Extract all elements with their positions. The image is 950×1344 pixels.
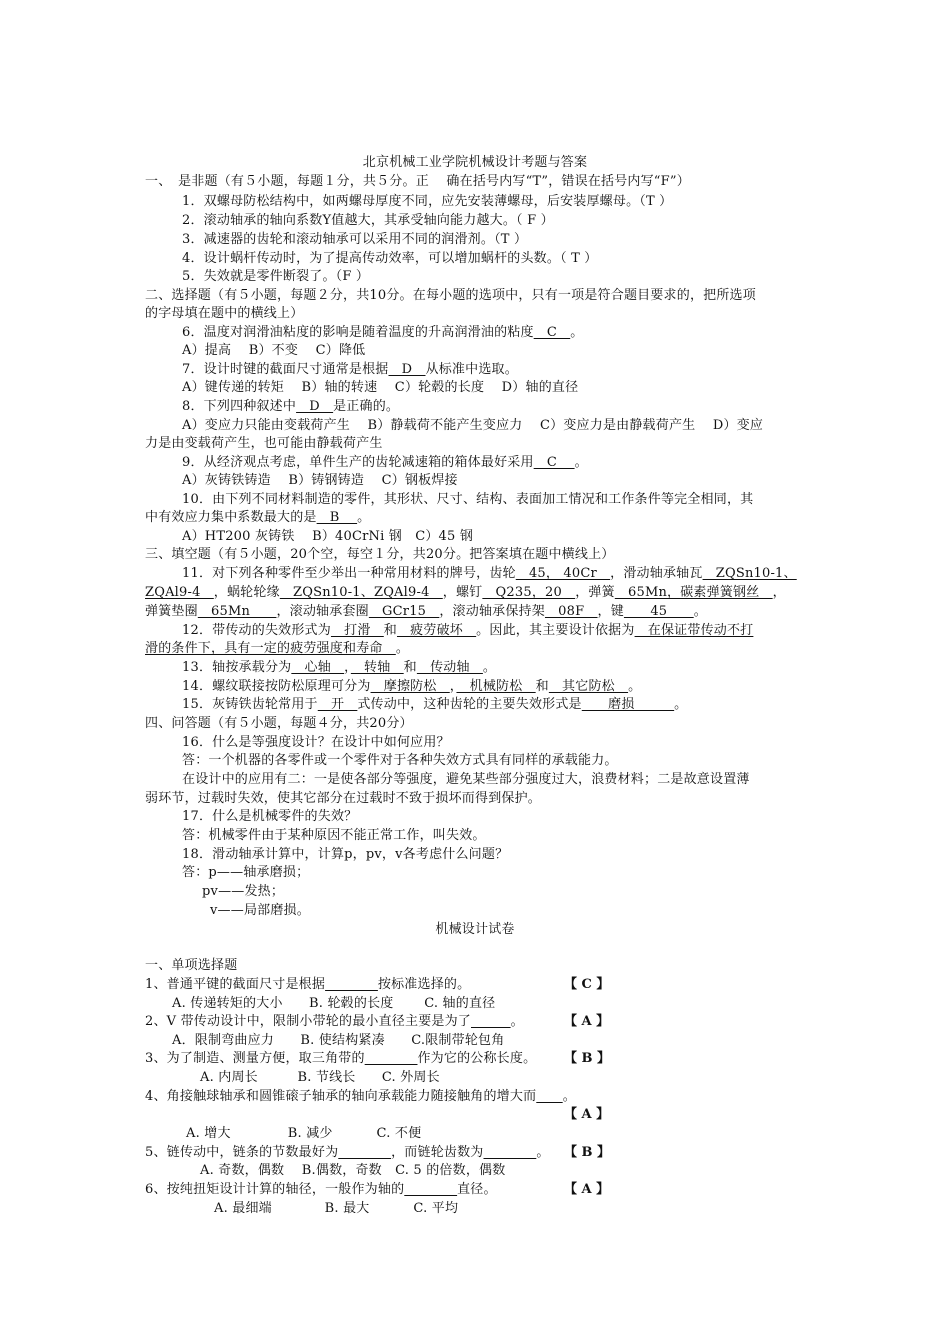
question-11-line2 — [145, 584, 786, 602]
text-run: 12．带传动的失效形式为 — [182, 623, 331, 638]
mc-question-5-options: A. 奇数，偶数 B.偶数，奇数 C. 5 的倍数，偶数 — [200, 1163, 506, 1178]
answer-blank — [471, 1014, 511, 1029]
answer-text: Q235，20 — [482, 585, 576, 600]
answer-text: ZQSn10-1、ZQAl9-4 — [279, 585, 443, 600]
text-run: ，蜗轮轮缘 — [213, 585, 280, 600]
text-run: 8．下列四种叙述中 — [182, 399, 297, 414]
answer-text: 疲劳破坏 — [396, 623, 477, 638]
answer-blank — [338, 1145, 391, 1160]
text-run: 15．灰铸铁齿轮常用于 — [182, 697, 318, 712]
answer-blank: D — [296, 399, 334, 414]
text-run: 。因此，其主要设计依据为 — [476, 623, 635, 638]
section-true-false: 一、 是非题（有５小题，每题１分，共５分。正 确在括号内写“T”，错误在括号内写“F”） — [145, 174, 690, 189]
mc-question-1 — [145, 976, 470, 994]
text-run: 和 — [403, 660, 417, 675]
text-run: 2、V 带传动设计中，限制小带轮的最小直径主要是为了 — [145, 1014, 471, 1029]
question-8-options-line2: 力是由变载荷产生，也可能由静载荷产生 — [145, 436, 383, 451]
answer-text: ZQAl9-4 — [145, 585, 214, 600]
answer-18-line1: 答：p——轴承磨损； — [182, 865, 310, 880]
text-run: 14．螺纹联接按防松原理可分为 — [182, 679, 371, 694]
section-choice-line1: 二、选择题（有５小题，每题２分，共10分。在每小题的选项中，只有一项是符合题目要求的，把所选项 — [145, 288, 756, 303]
text-run: 3、为了制造、测量方便，取三角带的 — [145, 1051, 365, 1066]
answer-text: ZQSn10-1、 — [702, 566, 797, 581]
section-fill: 三、填空题（有５小题，20个空，每空１分，共20分。把答案填在题中横线上） — [145, 547, 615, 562]
answer-mark-3: 【 B 】 — [564, 1051, 611, 1066]
question-16: 16．什么是等强度设计？在设计中如何应用？ — [182, 735, 450, 750]
mc-question-5 — [145, 1144, 550, 1162]
text-run: 13．轴按承载分为 — [182, 660, 292, 675]
question-10-line1: 10．由下列不同材料制造的零件，其形状、尺寸、结构、表面加工情况和工作条件等完全相同，其 — [182, 492, 754, 507]
text-run: 。 — [570, 325, 584, 340]
answer-mark-2: 【 A 】 — [564, 1014, 610, 1029]
text-run: 11．对下列各种零件至少举出一种常用材料的牌号，齿轮 — [182, 566, 516, 581]
answer-mark-5: 【 B 】 — [564, 1145, 611, 1160]
mc-question-3 — [145, 1050, 536, 1068]
text-run: ， — [344, 660, 351, 675]
mc-question-4 — [145, 1088, 576, 1106]
answer-text: 心轴 — [291, 660, 345, 675]
text-run: 。 — [562, 1089, 576, 1104]
question-5: 5．失效就是零件断裂了。（F ） — [182, 269, 370, 284]
answer-text: 转轴 — [350, 660, 404, 675]
mc-question-4-options: A. 增大 B. 减少 C. 不便 — [186, 1126, 422, 1141]
question-9 — [182, 454, 588, 472]
answer-text: 45 — [623, 604, 694, 619]
text-run: 和 — [535, 679, 549, 694]
mc-question-2-options: A．限制弯曲应力 B. 使结构紧凑 C.限制带轮包角 — [172, 1033, 505, 1048]
text-run: 作为它的公称长度。 — [417, 1051, 537, 1066]
text-run: 6、按纯扭矩设计计算的轴径，一般作为轴的 — [145, 1182, 405, 1197]
answer-16-line2: 在设计中的应用有二：一是使各部分等强度，避免某些部分强度过大，浪费材料；二是故意设置薄 — [182, 772, 750, 787]
question-13 — [182, 659, 496, 677]
question-8-options-line1: A）变应力只能由变载荷产生 B）静载荷不能产生变应力 C）变应力是由静载荷产生 D）变应 — [182, 418, 764, 433]
answer-17: 答：机械零件由于某种原因不能正常工作，叫失效。 — [182, 828, 486, 843]
question-8 — [182, 398, 399, 416]
answer-text: 08F — [544, 604, 598, 619]
answer-blank — [365, 1051, 418, 1066]
answer-blank: C — [533, 325, 571, 340]
text-run: 。 — [674, 697, 688, 712]
answer-text: 滑的条件下，具有一定的疲劳强度和寿命 — [145, 641, 396, 656]
question-7 — [182, 361, 518, 379]
answer-mark-4: 【 A 】 — [564, 1107, 610, 1122]
text-run: 中有效应力集中系数最大的是 — [145, 510, 317, 525]
question-18: 18．滑动轴承计算中，计算p，pv，v各考虑什么问题？ — [182, 847, 509, 862]
answer-18-line3: v——局部磨损。 — [210, 903, 310, 918]
text-run: 1、普通平键的截面尺寸是根据 — [145, 977, 326, 992]
mc-question-1-options: A. 传递转矩的大小 B. 轮毂的长度 C. 轴的直径 — [172, 996, 496, 1011]
question-2: 2．滚动轴承的轴向系数Y值越大，其承受轴向能力越大。（ F ） — [182, 213, 554, 228]
text-run: 。 — [536, 1145, 550, 1160]
paper-title: 机械设计试卷 — [435, 922, 515, 937]
question-11-line3 — [145, 603, 707, 621]
answer-blank: D — [388, 362, 426, 377]
text-run: 。 — [574, 455, 588, 470]
section-qa: 四、问答题（有５小题，每题４分，共20分） — [145, 716, 413, 731]
answer-text: 在保证带传动不打 — [634, 623, 754, 638]
answer-mark-1: 【 C 】 — [564, 977, 610, 992]
answer-18-line2: pv——发热； — [202, 884, 285, 899]
answer-16-line1: 答：一个机器的各零件或一个零件对于各种失效方式具有同样的承载能力。 — [182, 753, 618, 768]
answer-mark-6: 【 A 】 — [564, 1182, 610, 1197]
question-14 — [182, 678, 641, 696]
text-run: 按标准选择的。 — [377, 977, 471, 992]
text-run: 。 — [482, 660, 497, 675]
answer-blank — [404, 1182, 457, 1197]
text-run: 。 — [395, 641, 410, 656]
exam-title: 北京机械工业学院机械设计考题与答案 — [362, 155, 588, 170]
question-11-line1 — [182, 565, 797, 583]
text-run: 9．从经济观点考虑，单件生产的齿轮减速箱的箱体最好采用 — [182, 455, 534, 470]
text-run: 4、角接触球轴承和圆锥磙子轴承的轴向承载能力随接触角的增大而 — [145, 1089, 537, 1104]
text-run: 。 — [693, 604, 707, 619]
question-1: 1．双螺母防松结构中，如两螺母厚度不同，应先安装薄螺母，后安装厚螺母。（T ） — [182, 194, 673, 209]
text-run: ，滑动轴承轴瓦 — [610, 566, 703, 581]
answer-text: 开 — [317, 697, 358, 712]
mc-question-6 — [145, 1181, 497, 1199]
question-7-options: A）键传递的转矩 B）轴的转速 C）轮毂的长度 D）轴的直径 — [182, 380, 579, 395]
answer-text: GCr15 — [368, 604, 440, 619]
answer-blank — [484, 1145, 537, 1160]
text-run: 6．温度对润滑油粘度的影响是随着温度的升高润滑油的粘度 — [182, 325, 534, 340]
text-run: 直径。 — [457, 1182, 497, 1197]
answer-blank — [536, 1089, 562, 1104]
question-6 — [182, 324, 583, 342]
text-run: 式传动中，这种齿轮的主要失效形式是 — [357, 697, 582, 712]
section-single-choice: 一、单项选择题 — [145, 958, 238, 973]
text-run: ，弹簧 — [575, 585, 615, 600]
answer-blank: C — [533, 455, 575, 470]
text-run: 5、链传动中，链条的节数最好为 — [145, 1145, 339, 1160]
text-run: ，螺钉 — [442, 585, 483, 600]
text-run: 。 — [628, 679, 642, 694]
text-run: 7．设计时键的截面尺寸通常是根据 — [182, 362, 389, 377]
question-17: 17．什么是机械零件的失效？ — [182, 809, 358, 824]
text-run: 。 — [510, 1014, 524, 1029]
question-10-options: A）HT200 灰铸铁 B）40CrNi 钢 C）45 钢 — [182, 529, 474, 544]
text-run: ， — [772, 585, 786, 600]
mc-question-3-options: A. 内周长 B. 节线长 C. 外周长 — [200, 1070, 440, 1085]
text-run: 从标准中选取。 — [425, 362, 518, 377]
question-4: 4．设计蜗杆传动时，为了提高传动效率，可以增加蜗杆的头数。（ T ） — [182, 251, 598, 266]
answer-text: 磨损 — [581, 697, 675, 712]
question-3: 3．减速器的齿轮和滚动轴承可以采用不同的润滑剂。（T ） — [182, 232, 528, 247]
text-run: ，滚动轴承套圈 — [276, 604, 369, 619]
answer-text: 摩擦防松 — [370, 679, 450, 694]
text-run: 弹簧垫圈 — [145, 604, 198, 619]
text-run: 和 — [383, 623, 397, 638]
text-run: 是正确的。 — [333, 399, 400, 414]
text-run: ，键 — [597, 604, 624, 619]
answer-text: 45， 40Cr — [515, 566, 611, 581]
answer-text: 65Mn，碳素弹簧钢丝 — [614, 585, 773, 600]
question-12-line1 — [182, 622, 753, 640]
question-9-options: A）灰铸铁铸造 B）铸钢铸造 C）钢板焊接 — [182, 473, 458, 488]
text-run: 。 — [357, 510, 371, 525]
answer-16-line3: 弱环节，过载时失效，使其它部分在过载时不致于损坏而得到保护。 — [145, 791, 542, 806]
question-10-line2 — [145, 509, 370, 527]
text-run: ，滚动轴承保持架 — [439, 604, 545, 619]
answer-text: 机械防松 — [456, 679, 536, 694]
text-run: ，而链轮齿数为 — [391, 1145, 484, 1160]
answer-blank: B — [316, 510, 358, 525]
answer-text: 传动轴 — [416, 660, 483, 675]
mc-question-2 — [145, 1013, 524, 1031]
text-run: ， — [449, 679, 457, 694]
answer-blank — [325, 977, 378, 992]
question-15 — [182, 696, 687, 714]
answer-text: 打滑 — [330, 623, 384, 638]
answer-text: 65Mn — [197, 604, 277, 619]
question-12-line2 — [145, 640, 409, 658]
question-6-options: A）提高 B）不变 C）降低 — [182, 343, 366, 358]
mc-question-6-options: A. 最细端 B. 最大 C. 平均 — [214, 1201, 459, 1216]
answer-text: 其它防松 — [548, 679, 629, 694]
section-choice-line2: 的字母填在题中的横线上） — [145, 306, 304, 321]
